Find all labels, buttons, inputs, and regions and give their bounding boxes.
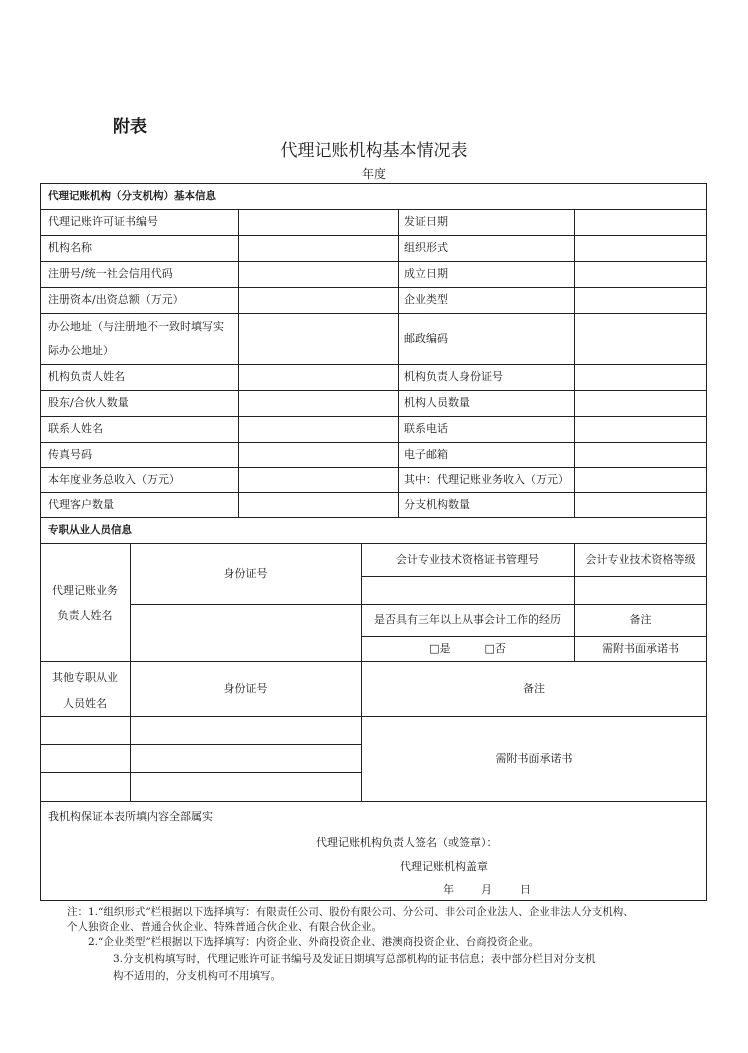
other-staff-commitment-note: 需附书面承诺书: [495, 751, 573, 765]
other-staff-id-label: 身份证号: [223, 681, 268, 695]
cert-level-label: 会计专业技术资格等级: [585, 552, 696, 566]
label-established-date: 成立日期: [404, 267, 448, 281]
note-2: 2.“企业类型”栏根据以下选择填写：内资企业、外商投资企业、港澳商投资企业、台商投资企业。: [88, 936, 540, 948]
manager-commitment-note: 需附书面承诺书: [602, 641, 679, 655]
label-shareholder-count: 股东/合伙人数量: [48, 396, 129, 410]
yes-option: □是: [429, 641, 451, 655]
label-contact-name: 联系人姓名: [48, 422, 103, 436]
other-staff-name-label-1: 其他专职从业: [52, 670, 118, 684]
row-divider: [40, 744, 361, 745]
row-divider: [361, 576, 707, 577]
label-credit-code: 注册号/统一社会信用代码: [48, 267, 173, 281]
label-license-number: 代理记账许可证书编号: [48, 215, 158, 229]
label-enterprise-type: 企业类型: [404, 293, 448, 307]
col-divider: [574, 209, 575, 517]
label-office-address-2: 际办公地址）: [48, 343, 114, 357]
label-fax: 传真号码: [48, 447, 92, 461]
other-staff-name-label-2: 人员姓名: [63, 696, 107, 710]
label-manager-id: 机构负责人身份证号: [404, 370, 503, 384]
signature-label: 代理记账机构负责人签名（或签章）：: [316, 835, 498, 849]
no-option: □否: [484, 641, 506, 655]
experience-label: 是否具有三年以上从事会计工作的经历: [374, 613, 561, 627]
label-client-count: 代理客户数量: [48, 497, 114, 511]
label-org-form: 组织形式: [404, 241, 448, 255]
staff-info-section-title: 专职从业人员信息: [48, 523, 132, 536]
label-manager-name: 机构负责人姓名: [48, 370, 125, 384]
row-divider: [40, 442, 707, 443]
col-divider: [238, 209, 239, 517]
row-divider: [40, 313, 707, 314]
year-label: 年度: [361, 167, 386, 181]
yes-checkbox[interactable]: [361, 637, 574, 661]
note-1-line-1: 注：1.“组织形式”栏根据以下选择填写：有限责任公司、股份有限公司、分公司、非公司企业法人、企业非法人分支机构、: [67, 906, 634, 918]
declaration-statement: 我机构保证本表所填内容全部属实: [48, 809, 213, 823]
row-divider: [40, 364, 707, 365]
basic-info-section-title: 代理记账机构（分支机构）基本信息: [48, 189, 216, 202]
note-3-line-1: 3.分支机构填写时，代理记账许可证书编号及发证日期填写总部机构的证书信息；表中部分栏目对分支机: [113, 953, 596, 965]
label-registered-capital: 注册资本/出资总额（万元）: [48, 293, 184, 307]
row-divider: [40, 772, 361, 773]
col-divider: [398, 209, 399, 517]
row-divider: [40, 235, 707, 236]
note-1-line-2: 个人独资企业、普通合伙企业、特殊普通合伙企业、有限合伙企业。: [67, 921, 382, 933]
manager-remark-label: 备注: [629, 613, 652, 627]
date-year: 年: [443, 882, 454, 896]
manager-name-label-1: 代理记账业务: [52, 583, 118, 597]
row-divider: [40, 390, 707, 391]
label-email: 电子邮箱: [404, 447, 448, 461]
label-staff-count: 机构人员数量: [404, 396, 470, 410]
label-total-revenue: 本年度业务总收入（万元）: [48, 472, 180, 486]
row-divider: [40, 416, 707, 417]
label-issue-date: 发证日期: [404, 215, 448, 229]
label-contact-phone: 联系电话: [404, 422, 448, 436]
label-postal-code: 邮政编码: [404, 331, 448, 345]
date-day: 日: [520, 882, 531, 896]
row-divider: [40, 517, 707, 518]
manager-name-label-2: 负责人姓名: [57, 608, 113, 622]
manager-id-label: 身份证号: [223, 566, 268, 580]
label-org-name: 机构名称: [48, 241, 92, 255]
seal-label: 代理记账机构盖章: [400, 859, 488, 873]
other-staff-remark-label: 备注: [523, 681, 545, 695]
row-divider: [40, 492, 707, 493]
date-month: 月: [481, 882, 492, 896]
form-title: 代理记账机构基本情况表: [280, 141, 468, 161]
label-branch-count: 分支机构数量: [404, 497, 470, 511]
appendix-label: 附表: [113, 117, 147, 137]
cert-number-label: 会计专业技术资格证书管理号: [396, 552, 539, 566]
label-office-address-1: 办公地址（与注册地不一致时填写实: [48, 319, 224, 333]
row-divider: [40, 801, 707, 802]
label-bookkeeping-revenue: 其中：代理记账业务收入（万元）: [404, 472, 569, 486]
note-3-line-2: 构不适用的，分支机构可不用填写。: [113, 970, 281, 982]
